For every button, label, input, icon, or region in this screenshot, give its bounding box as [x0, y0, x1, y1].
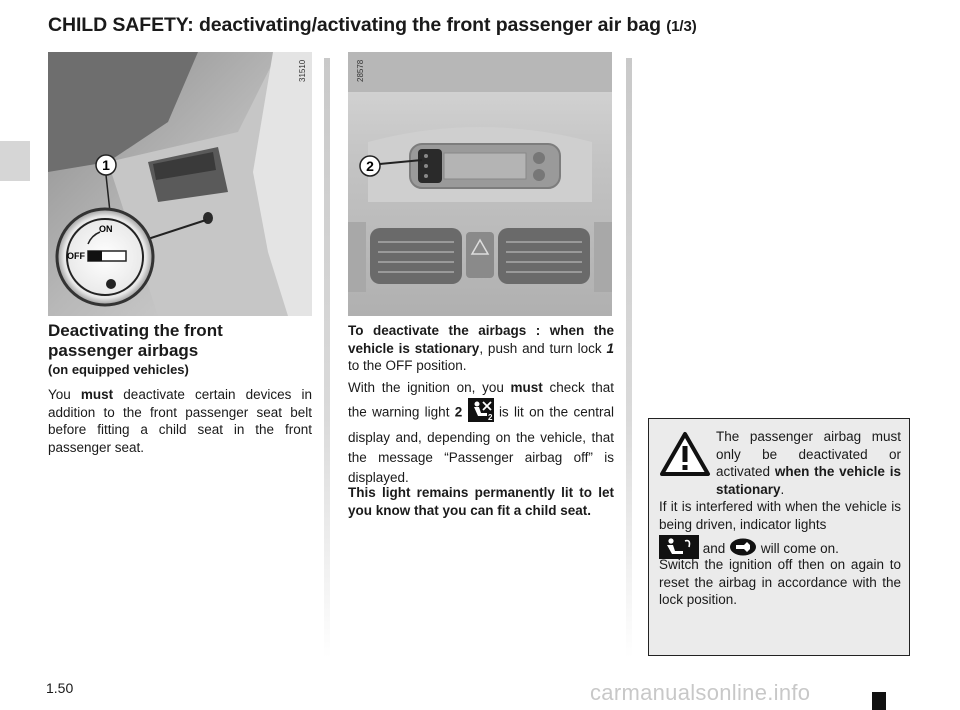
page-number: 1.50	[46, 680, 74, 696]
svg-text:2: 2	[487, 413, 493, 422]
column-divider-right	[626, 58, 632, 658]
airbag-off-warning-icon	[468, 398, 494, 428]
instruction-paragraph-1	[348, 322, 614, 375]
column-divider-left	[324, 58, 330, 658]
figure-number-left: 31510	[298, 59, 307, 82]
callout-1-label: 1	[102, 157, 110, 173]
p2-b: check that the warning light	[348, 380, 614, 420]
dial-off-label: OFF	[67, 251, 85, 261]
p2-c: is lit on the central display and, depending on the vehicle, that the message “Passenger airbag off” is displayed.	[348, 404, 614, 485]
section-heading	[48, 321, 318, 361]
page-title-text: CHILD SAFETY: deactivating/activating the front passenger air bag	[48, 14, 661, 36]
page-title	[48, 14, 697, 37]
p2-must: must	[510, 380, 543, 395]
instruction-paragraph-3	[348, 484, 614, 519]
p1-rest-b: to the OFF position.	[348, 358, 467, 373]
p3-bold: This light remains permanently lit to let you know that you can fit a child seat.	[348, 485, 614, 518]
figure-airbag-lock-drawing	[48, 52, 312, 316]
para-rest: deactivate certain devices in addition to the front passenger seat belt before fitting a child seat in the front passenger seat.	[48, 387, 312, 455]
chapter-tab	[0, 141, 30, 181]
warning-t1: The passenger airbag must only be deactivated or activated	[716, 429, 901, 479]
warning-and: and	[702, 540, 726, 556]
warning-text-4: Switch the ignition off then on again to reset the airbag in accordance with the lock position.	[659, 557, 901, 607]
p1-rest-a: , push and turn lock	[479, 340, 607, 356]
warning-text-2: If it is interfered with when the vehicle is being driven, indicator lights	[659, 499, 901, 532]
warning-rest: will come on.	[760, 540, 839, 556]
callout-2-label: 2	[366, 158, 374, 174]
figure-dashboard-drawing	[348, 52, 612, 316]
section-heading-line1: Deactivating the front	[48, 321, 223, 340]
para-must: must	[80, 387, 114, 402]
para-you: You	[48, 387, 71, 402]
figure-number-right: 28578	[356, 59, 365, 82]
page-corner-mark	[872, 692, 886, 710]
p1-num: 1	[606, 340, 615, 356]
p2-a: With the ignition on, you	[348, 380, 511, 395]
section-paragraph	[48, 386, 312, 456]
figure-dashboard-display	[348, 52, 612, 316]
warning-box	[648, 418, 910, 656]
figure-airbag-lock	[48, 52, 312, 316]
warning-t1-bold: when the vehicle is stationary	[716, 464, 901, 497]
warning-t1-end: .	[780, 481, 785, 497]
page-pager: (1/3)	[666, 18, 697, 35]
p2-num: 2	[454, 404, 463, 420]
watermark: carmanualsonline.info	[590, 680, 811, 705]
p1-bold: To deactivate the airbags : when the vehicle is stationary	[348, 323, 614, 356]
instruction-paragraph-2	[348, 378, 614, 488]
warning-text-1	[716, 428, 901, 498]
warning-triangle-icon	[659, 431, 711, 482]
dial-on-label: ON	[99, 224, 113, 234]
section-subheading: (on equipped vehicles)	[48, 362, 189, 377]
section-heading-line2: passenger airbags	[48, 341, 199, 360]
